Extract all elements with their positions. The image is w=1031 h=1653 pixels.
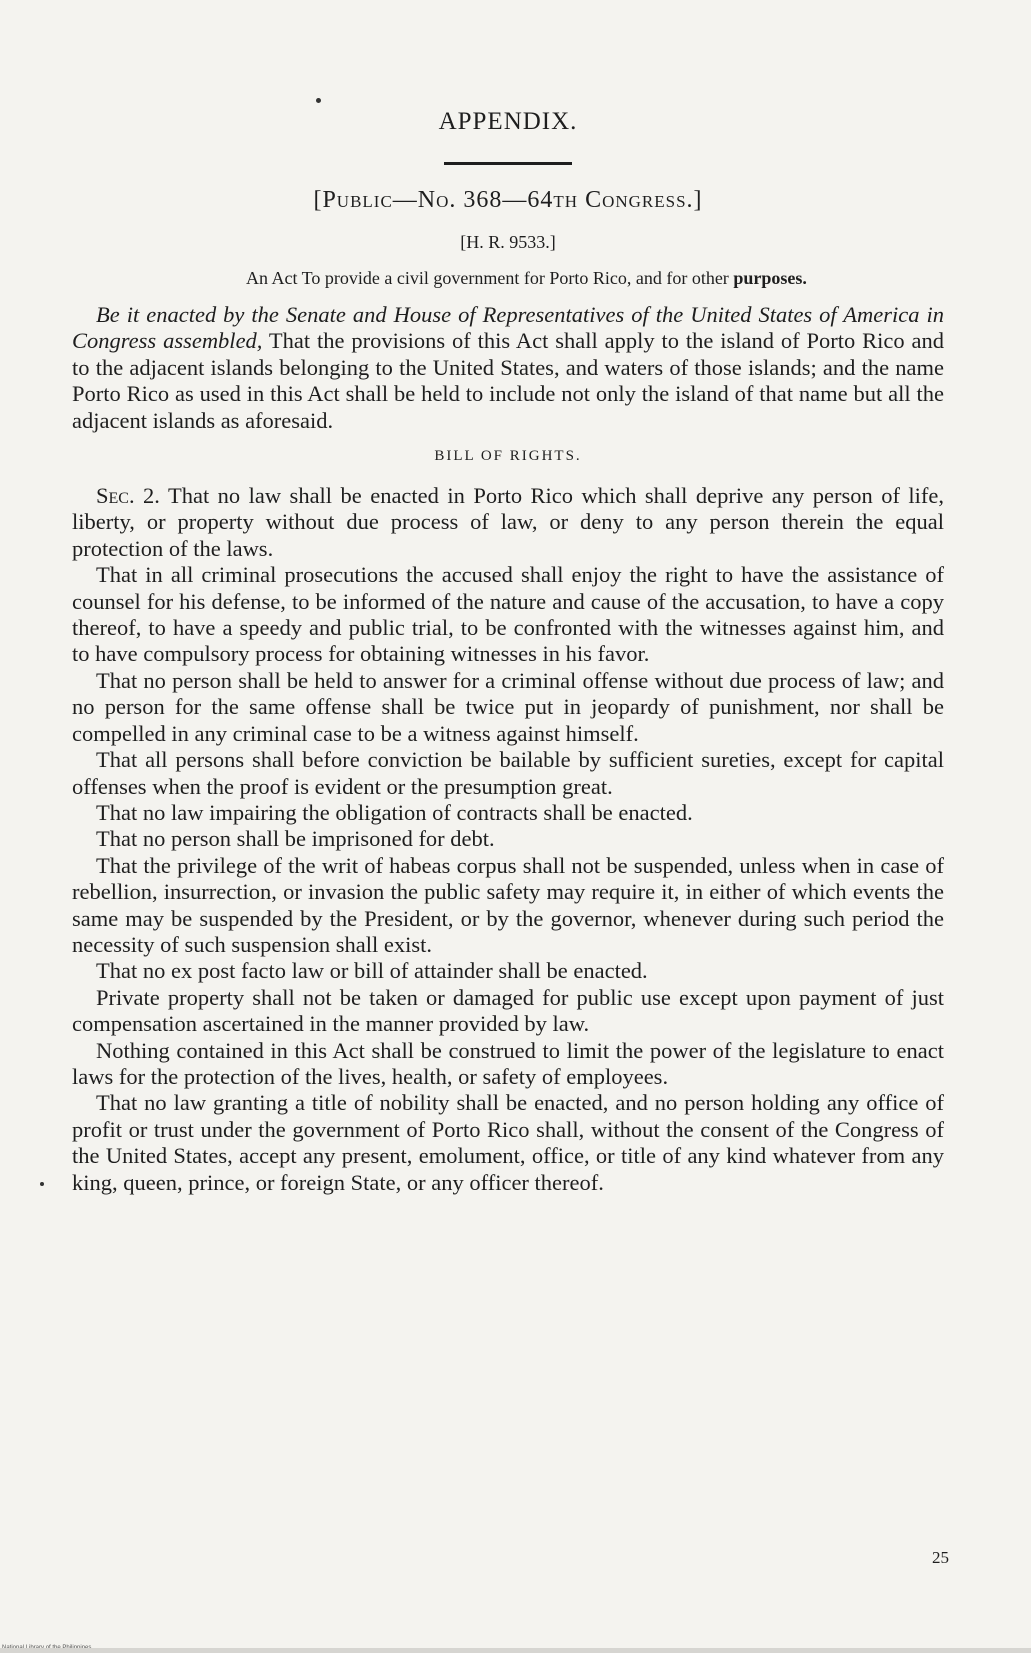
enacting-clause-text: That the provisions of this Act shall apply to the island of Porto Rico and to the adjacent islands belonging to the United States, and waters of those islands; and the name Porto Rico as used in this Act shall be held to include not only the island of that name but all the adjacent islands as aforesaid. <box>72 328 945 433</box>
ink-speck <box>40 1182 44 1186</box>
ink-speck <box>316 98 321 103</box>
bill-of-rights-paragraph: That no ex post facto law or bill of attainder shall be enacted. <box>96 958 648 984</box>
act-title-text: An Act To provide a civil government for Porto Rico, and for other <box>246 268 729 288</box>
title-rule <box>444 162 572 165</box>
bill-of-rights-paragraph: That no person shall be held to answer for a criminal offense without due process of law; and no person for the same offense shall be twice put in jeopardy of punishment, nor shall be compelled in any criminal case to be a witness against himself. <box>72 667 944 746</box>
paragraph-text: That no law shall be enacted in Porto Rico which shall deprive any person of life, liberty, or property without due process of law, or deny to any person therein the equal protection of the laws. <box>72 483 944 561</box>
bill-of-rights-paragraph: That no law impairing the obligation of contracts shall be enacted. <box>96 799 693 825</box>
bill-of-rights-paragraph: That in all criminal prosecutions the accused shall enjoy the right to have the assistance of counsel for his defense, to be informed of the nature and cause of the accusation, to have a copy thereof, to have a speedy and public trial, to be confronted with the witnesses against him, and to have compulsory process for obtaining witnesses in his favor. <box>72 562 944 667</box>
bill-of-rights-paragraph: That the privilege of the writ of habeas corpus shall not be suspended, unless when in case of rebellion, insurrection, or invasion the public safety may require it, in either of which events the same may be suspended by the President, or by the governor, whenever during such period the necessity of such suspension shall exist. <box>72 852 944 957</box>
bill-of-rights-paragraph: That no law granting a title of nobility shall be enacted, and no person holding any office of profit or trust under the government of Porto Rico shall, without the consent of the Congress of the United States, accept any present, emolument, office, or title of any kind whatever from any king, queen, prince, or foreign State, or any officer thereof. <box>72 1090 944 1195</box>
act-title <box>72 267 944 290</box>
bill-number: [H. R. 9533.] <box>460 232 556 252</box>
section-heading-bill-of-rights: BILL OF RIGHTS. <box>434 448 582 465</box>
act-title-continuation: purposes. <box>733 268 807 288</box>
appendix-title: APPENDIX. <box>438 108 578 135</box>
public-law-citation: [Public—No. 368—64th Congress.] <box>313 187 703 213</box>
page-number: 25 <box>932 1548 949 1567</box>
enacting-clause-italic: Be it enacted by the Senate and House of Representatives of the United States of America in Congress assembled, <box>72 302 944 354</box>
bill-of-rights-paragraph <box>72 483 944 562</box>
scan-bottom-edge <box>0 1648 1031 1653</box>
section-label: Sec. 2. <box>96 483 160 509</box>
bill-of-rights-paragraph: Nothing contained in this Act shall be construed to limit the power of the legislature to enact laws for the protection of the lives, health, or safety of employees. <box>72 1037 944 1089</box>
document-page <box>72 108 944 1608</box>
bill-of-rights-paragraph: That no person shall be imprisoned for debt. <box>96 826 495 852</box>
bill-of-rights-paragraph: That all persons shall before conviction be bailable by sufficient sureties, except for capital offenses when the proof is evident or the presumption great. <box>72 747 944 799</box>
enacting-clause <box>72 302 944 434</box>
bill-of-rights-paragraph: Private property shall not be taken or damaged for public use except upon payment of just compensation ascertained in the manner provided by law. <box>72 984 944 1037</box>
